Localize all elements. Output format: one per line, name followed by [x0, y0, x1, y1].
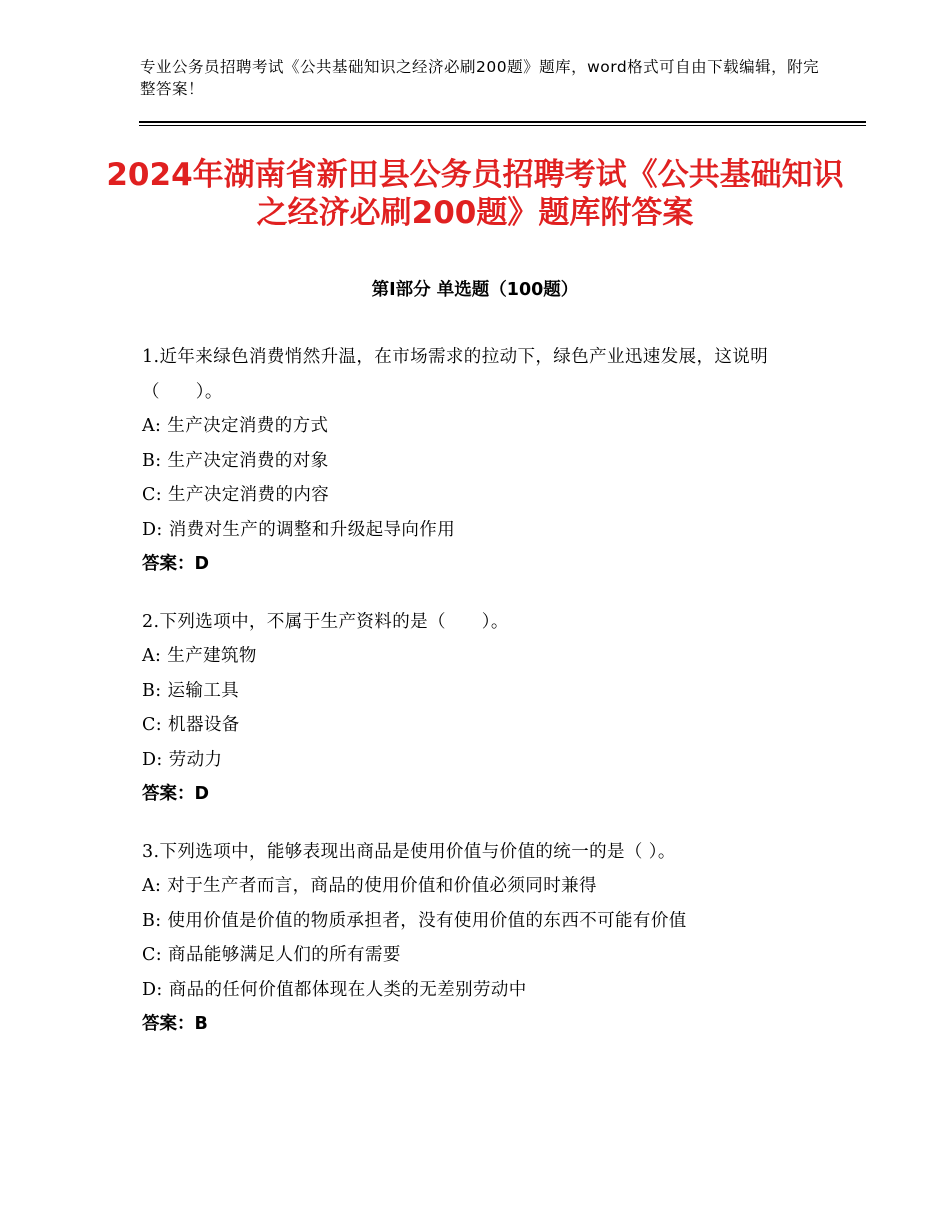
answer-prefix: 答案： [142, 784, 195, 804]
answer-prefix: 答案： [142, 554, 195, 574]
option-b: B: 使用价值是价值的物质承担者，没有使用价值的东西不可能有价值 [142, 910, 687, 931]
option-d: D: 商品的任何价值都体现在人类的无差别劳动中 [142, 979, 527, 1000]
option-a: A: 对于生产者而言，商品的使用价值和价值必须同时兼得 [142, 876, 597, 896]
answer-prefix: 答案： [142, 1014, 195, 1034]
option-d: D: 消费对生产的调整和升级起导向作用 [142, 519, 456, 540]
header-note: 专业公务员招聘考试《公共基础知识之经济必刷200题》题库，word格式可自由下载编辑，附完整答案！ [140, 58, 820, 98]
header-rule-thick [139, 121, 866, 123]
option-c: C: 生产决定消费的内容 [142, 485, 330, 505]
answer [142, 777, 812, 812]
question-1 [142, 340, 812, 582]
answer [142, 547, 812, 582]
option-b: B: 生产决定消费的对象 [142, 450, 329, 471]
header-rule-thin [139, 125, 866, 126]
answer-value: D [194, 784, 210, 804]
question-list [142, 340, 812, 1065]
section-heading: 第Ⅰ部分 单选题（100题） [371, 280, 579, 300]
question-2 [142, 605, 812, 812]
answer [142, 1007, 812, 1042]
option-b: B: 运输工具 [142, 680, 240, 701]
option-d: D: 劳动力 [142, 749, 223, 770]
question-stem: 3.下列选项中，能够表现出商品是使用价值与价值的统一的是（ ）。 [142, 841, 676, 862]
option-c: C: 机器设备 [142, 715, 240, 735]
answer-value: B [194, 1014, 208, 1034]
answer-value: D [194, 554, 210, 574]
document-title: 2024年湖南省新田县公务员招聘考试《公共基础知识之经济必刷200题》题库附答案 [106, 157, 844, 231]
option-c: C: 商品能够满足人们的所有需要 [142, 945, 401, 965]
option-a: A: 生产决定消费的方式 [142, 416, 329, 436]
question-3 [142, 835, 812, 1042]
option-a: A: 生产建筑物 [142, 646, 257, 666]
question-stem: 1.近年来绿色消费悄然升温，在市场需求的拉动下，绿色产业迅速发展，这说明（ ）。 [142, 347, 769, 402]
question-stem: 2.下列选项中，不属于生产资料的是（ ）。 [142, 611, 509, 632]
